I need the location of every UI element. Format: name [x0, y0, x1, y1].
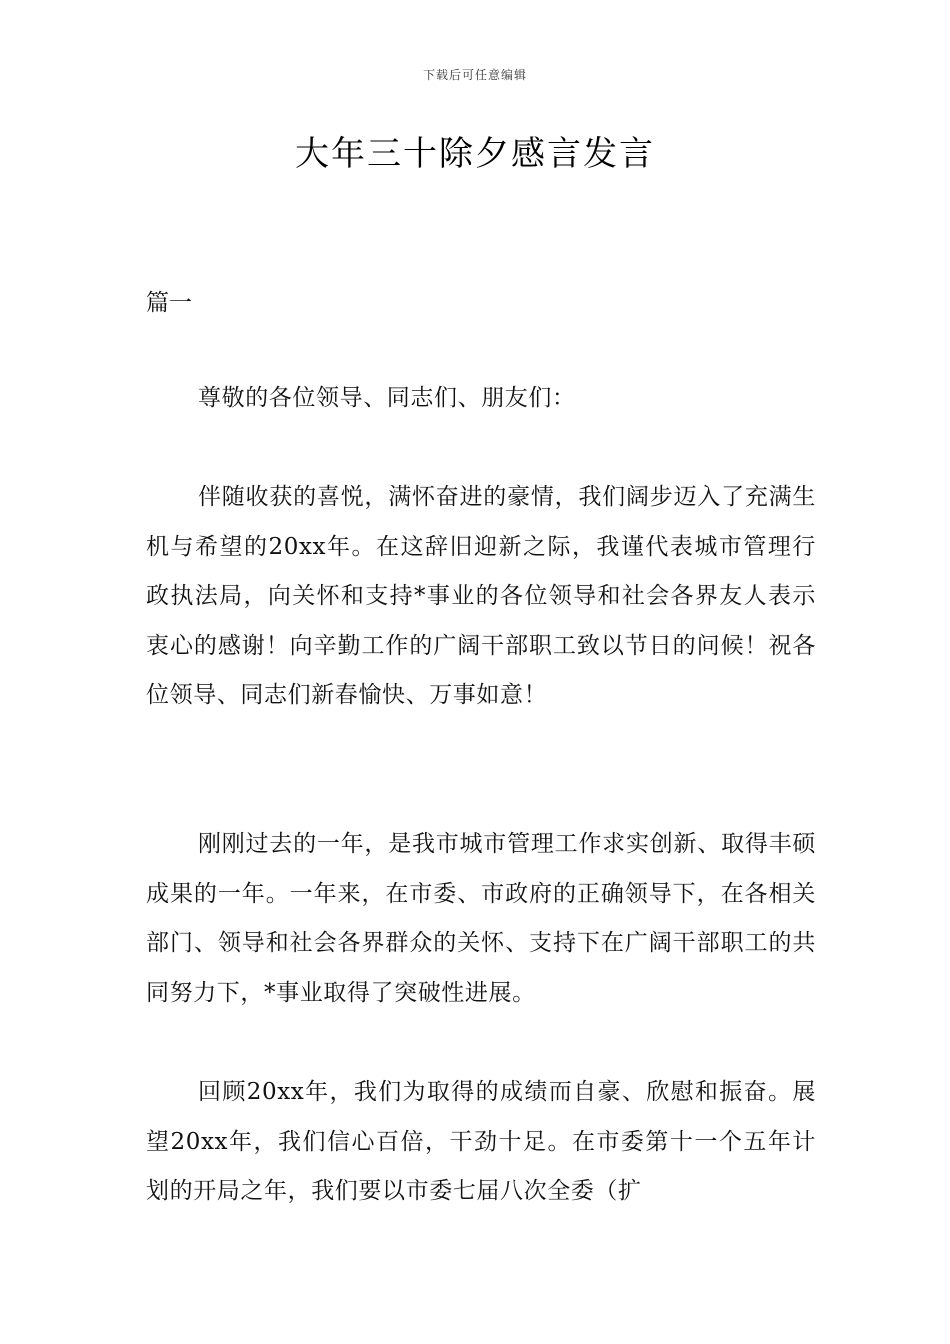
- body-paragraph-1: 伴随收获的喜悦，满怀奋进的豪情，我们阔步迈入了充满生机与希望的20xx年。在这辞旧迎新之际，我谨代表城市管理行政执法局，向关怀和支持*事业的各位领导和社会各界友人表示衷心的感谢！向辛勤工作的广阔干部职工致以节日的问候！祝各位领导、同志们新春愉快、万事如意！: [146, 484, 816, 708]
- document-title: 大年三十除夕感言发言: [295, 134, 655, 174]
- page-header-note: 下载后可任意编辑: [422, 68, 527, 82]
- body-paragraph-3: 回顾20xx年，我们为取得的成绩而自豪、欣慰和振奋。展望20xx年，我们信心百倍，干劲十足。在市委第十一个五年计划的开局之年，我们要以市委七届八次全委（扩: [146, 1079, 816, 1204]
- section-label: 篇一: [146, 290, 192, 316]
- body-paragraph-2: 刚刚过去的一年，是我市城市管理工作求实创新、取得丰硕成果的一年。一年来，在市委、市政府的正确领导下，在各相关部门、领导和社会各界群众的关怀、支持下在广阔干部职工的共同努力下，*事业取得了突破性进展。: [146, 831, 816, 1006]
- salutation-paragraph: 尊敬的各位领导、同志们、朋友们：: [198, 385, 576, 411]
